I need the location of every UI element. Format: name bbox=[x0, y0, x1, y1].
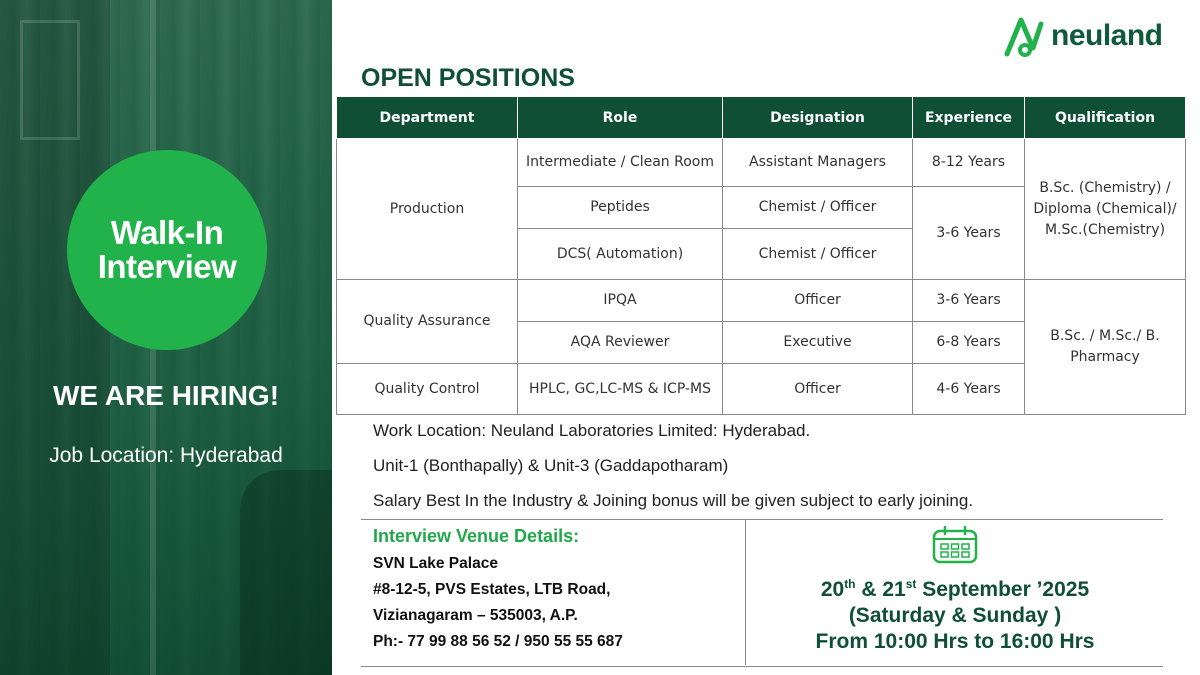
qualification-line: B.Sc. / M.Sc./ B. bbox=[1050, 328, 1160, 344]
header-role: Role bbox=[518, 97, 723, 139]
role-cell: DCS( Automation) bbox=[518, 229, 723, 280]
date-month-year: September ’2025 bbox=[916, 578, 1090, 601]
brand-name: neuland bbox=[1051, 19, 1163, 52]
experience-cell: 4-6 Years bbox=[913, 364, 1025, 415]
calendar-icon bbox=[932, 526, 978, 564]
venue-bottom-rule bbox=[361, 666, 1163, 667]
qualification-line: Pharmacy bbox=[1070, 349, 1140, 365]
experience-cell: 3-6 Years bbox=[913, 187, 1025, 280]
date-day1: 20 bbox=[820, 578, 845, 601]
experience-cell: 6-8 Years bbox=[913, 322, 1025, 364]
venue-name: SVN Lake Palace bbox=[373, 555, 498, 572]
designation-cell: Officer bbox=[723, 280, 913, 322]
interview-text: Interview bbox=[97, 248, 237, 285]
date-day2-suffix: st bbox=[905, 577, 917, 591]
walk-in-badge bbox=[67, 150, 267, 350]
venue-divider bbox=[745, 519, 746, 665]
hiring-heading: WE ARE HIRING! bbox=[52, 380, 280, 411]
department-cell: Quality Control bbox=[337, 364, 518, 415]
qualification-line: Diploma (Chemical)/ bbox=[1033, 200, 1177, 217]
work-location: Work Location: Neuland Laboratories Limited: Hyderabad. bbox=[373, 421, 811, 440]
header-qualification: Qualification bbox=[1025, 97, 1186, 139]
neuland-logo bbox=[1003, 14, 1163, 58]
qualification-line: M.Sc.(Chemistry) bbox=[1044, 221, 1166, 238]
header-department: Department bbox=[337, 97, 518, 139]
role-cell: IPQA bbox=[518, 280, 723, 322]
background-photo-figure bbox=[240, 470, 332, 675]
walk-in-text: Walk-In bbox=[110, 214, 224, 251]
header-experience: Experience bbox=[913, 97, 1025, 139]
date-day2: & 21 bbox=[855, 578, 906, 601]
venue-address-line: Vizianagaram – 535003, A.P. bbox=[373, 607, 578, 624]
role-cell: Peptides bbox=[518, 187, 723, 229]
qualification-line: B.Sc. (Chemistry) / bbox=[1039, 179, 1171, 196]
role-cell: HPLC, GC,LC-MS & ICP-MS bbox=[518, 364, 723, 415]
header-designation: Designation bbox=[723, 97, 913, 139]
qualification-cell bbox=[1025, 280, 1186, 415]
table-row bbox=[337, 280, 1186, 322]
venue-phone: Ph:- 77 99 88 56 52 / 950 55 55 687 bbox=[373, 633, 623, 650]
department-cell: Production bbox=[337, 139, 518, 280]
interview-days: (Saturday & Sunday ) bbox=[848, 604, 1062, 627]
date-day1-suffix: th bbox=[844, 577, 856, 591]
designation-cell: Officer bbox=[723, 364, 913, 415]
table-header-row bbox=[337, 97, 1186, 139]
job-location: Job Location: Hyderabad bbox=[49, 444, 283, 467]
designation-cell: Assistant Managers bbox=[723, 139, 913, 187]
qualification-cell bbox=[1025, 139, 1186, 280]
designation-cell: Chemist / Officer bbox=[723, 187, 913, 229]
left-panel bbox=[0, 0, 332, 675]
venue-address-line: #8-12-5, PVS Estates, LTB Road, bbox=[373, 581, 611, 598]
experience-cell: 8-12 Years bbox=[913, 139, 1025, 187]
experience-cell: 3-6 Years bbox=[913, 280, 1025, 322]
positions-table bbox=[336, 96, 1186, 415]
interview-time: From 10:00 Hrs to 16:00 Hrs bbox=[815, 630, 1095, 653]
designation-cell: Executive bbox=[723, 322, 913, 364]
department-cell: Quality Assurance bbox=[337, 280, 518, 364]
venue-top-rule bbox=[361, 519, 1163, 520]
neuland-logo-icon bbox=[1003, 14, 1045, 58]
role-cell: Intermediate / Clean Room bbox=[518, 139, 723, 187]
salary-note: Salary Best In the Industry & Joining bonus will be given subject to early joining. bbox=[373, 491, 974, 510]
background-photo-window bbox=[20, 20, 80, 140]
table-row bbox=[337, 139, 1186, 187]
role-cell: AQA Reviewer bbox=[518, 322, 723, 364]
interview-dates bbox=[760, 577, 1150, 602]
designation-cell: Chemist / Officer bbox=[723, 229, 913, 280]
venue-title: Interview Venue Details: bbox=[373, 526, 580, 546]
units: Unit-1 (Bonthapally) & Unit-3 (Gaddapotharam) bbox=[373, 456, 729, 475]
section-title: OPEN POSITIONS bbox=[361, 64, 575, 92]
